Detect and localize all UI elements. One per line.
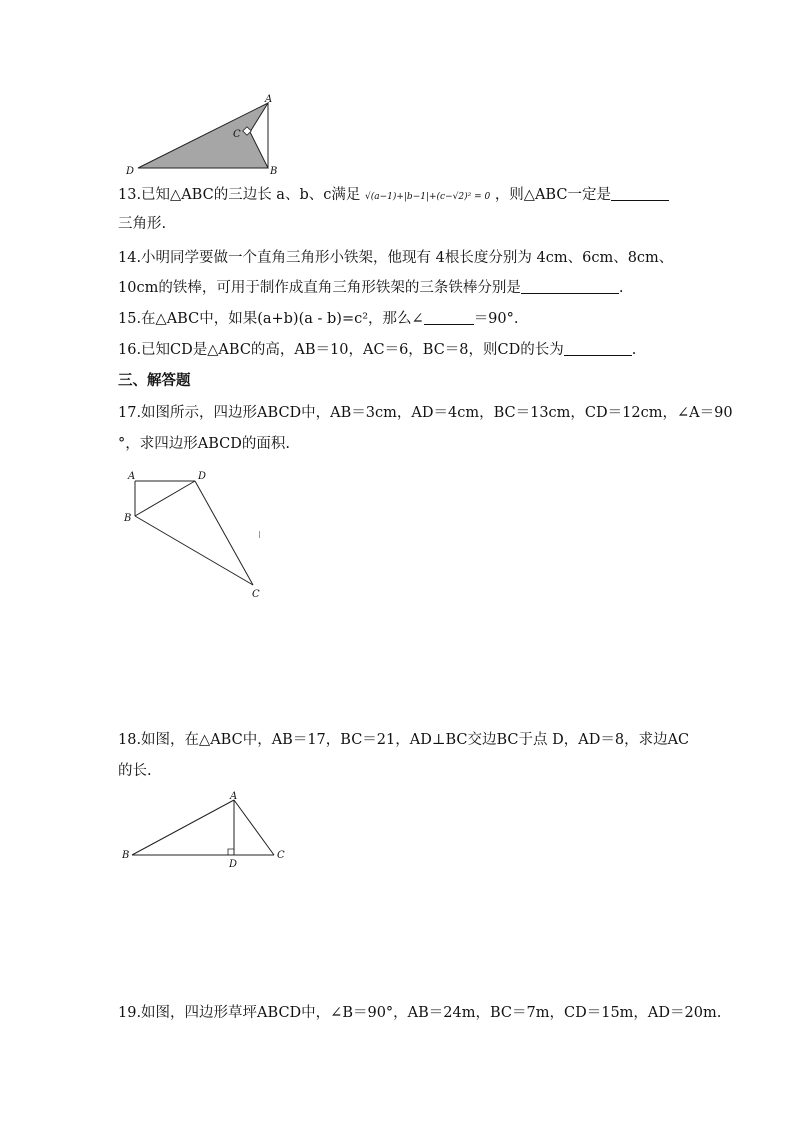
- shaded-region: [138, 103, 268, 168]
- q13-text-before: 13.已知△ABC的三边长 a、b、c满足: [118, 187, 361, 203]
- q15-text-before: 15.在△ABC中，如果(a+b)(a - b)=c²，那么∠: [118, 311, 424, 327]
- label-B: B: [122, 850, 130, 861]
- question-16: [118, 340, 636, 360]
- section-header: 三、解答题: [118, 373, 191, 389]
- q14-line1: 14.小明同学要做一个直角三角形小铁架，他现有 4根长度分别为 4cm、6cm、8cm、: [118, 250, 674, 266]
- question-14-line2: [118, 278, 623, 298]
- q18-line2: 的长.: [118, 763, 152, 779]
- q15-answer-blank[interactable]: [424, 310, 474, 325]
- label-C: C: [233, 129, 241, 140]
- q17-line1: 17.如图所示，四边形ABCD中，AB＝3cm，AD＝4cm，BC＝13cm，CD＝12cm，∠A＝90: [118, 405, 733, 421]
- question-15: [118, 309, 519, 329]
- q14-line2-text: 10cm的铁棒，可用于制作成直角三角形铁架的三条铁棒分别是: [118, 280, 521, 296]
- label-D: D: [126, 166, 135, 174]
- figure-shaded-triangle: [120, 92, 290, 174]
- label-A: A: [265, 94, 273, 105]
- label-A: A: [128, 471, 136, 482]
- q14-end: .: [618, 280, 624, 296]
- right-angle-mark: [228, 849, 234, 855]
- q13-line2: 三角形.: [118, 216, 167, 232]
- q17-line2: °，求四边形ABCD的面积.: [118, 436, 290, 452]
- q15-text-after: ＝90°.: [473, 311, 519, 327]
- q14-answer-blank[interactable]: [521, 279, 619, 294]
- figure-quadrilateral-abcd: [118, 464, 278, 604]
- label-A: A: [230, 791, 238, 802]
- q13-formula: √(a−1)+|b−1|+(c−√2)² = 0: [364, 192, 491, 202]
- q18-line1: 18.如图，在△ABC中，AB＝17，BC＝21，AD⊥BC交边BC于点 D，AD＝8，求边AC: [118, 732, 690, 748]
- label-B: B: [270, 166, 278, 174]
- stray-mark: [259, 531, 260, 538]
- q19-line1: 19.如图，四边形草坪ABCD中，∠B＝90°，AB＝24m，BC＝7m，CD＝15m，AD＝20m.: [118, 1005, 722, 1021]
- label-C: C: [252, 589, 260, 600]
- question-13: [118, 185, 669, 207]
- q16-answer-blank[interactable]: [564, 341, 632, 356]
- label-C: C: [277, 850, 285, 861]
- q13-answer-blank[interactable]: [611, 186, 669, 201]
- label-D: D: [229, 859, 238, 870]
- figure-triangle-abc: [118, 790, 293, 870]
- q16-text-before: 16.已知CD是△ABC的高，AB＝10，AC＝6，BC＝8，则CD的长为: [118, 342, 564, 358]
- label-B: B: [124, 513, 132, 524]
- label-D: D: [198, 471, 207, 482]
- q16-end: .: [631, 342, 637, 358]
- q13-text-after: ，则△ABC一定是: [494, 187, 611, 203]
